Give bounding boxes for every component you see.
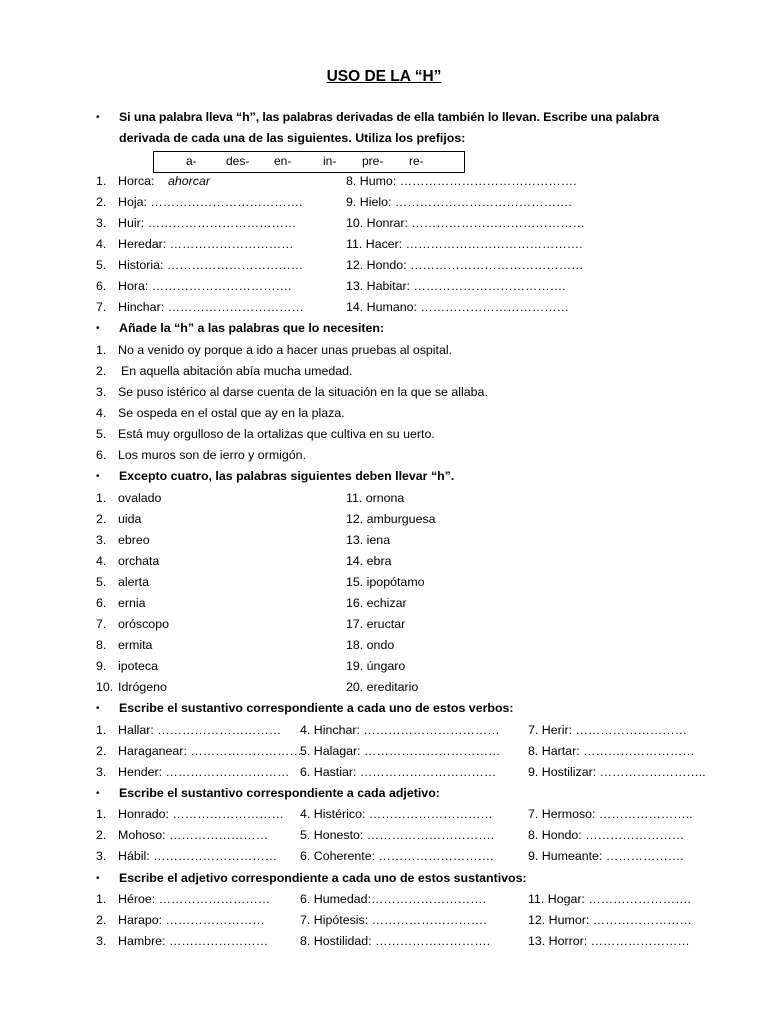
item-number: 1. [96, 491, 107, 505]
word-item: 7. Hipótesis: ………………………. [300, 913, 487, 927]
word-item: 6. Coherente: ………………………. [300, 849, 494, 863]
prefix-item: en- [274, 154, 292, 168]
item-number: 1. [96, 723, 107, 737]
word-item: 9. Humeante: ………………. [528, 849, 684, 863]
item-number: 2. [96, 512, 107, 526]
item-number: 3. [96, 216, 107, 230]
word-item: Hoja: ………………………………. [118, 195, 303, 209]
word-item: 9. Hostilizar: …………………….. [528, 765, 706, 779]
word-item: 5. Honesto: …………………………. [300, 828, 495, 842]
word-item: Hábil: ………………………… [118, 849, 278, 863]
bullet-icon: • [96, 873, 100, 884]
word-item: Héroe: ……………………… [118, 892, 271, 906]
item-number: 3. [96, 934, 107, 948]
word-item: 9. Hielo: ……………………………………. [346, 195, 572, 209]
word-item: Harapo: …………………… [118, 913, 265, 927]
word-item: ipoteca [118, 659, 158, 673]
word-item: ernia [118, 596, 146, 610]
item-number: 7. [96, 617, 107, 631]
word-item: 18. ondo [346, 638, 395, 652]
word-item: ebreo [118, 533, 150, 547]
s4-heading: Escribe el sustantivo correspondiente a cada uno de estos verbos: [119, 701, 514, 715]
item-number: 10. [96, 680, 114, 694]
example-answer: ahorcar [168, 174, 211, 188]
word-item: orchata [118, 554, 160, 568]
item-number: 3. [96, 765, 107, 779]
word-item: Idrógeno [118, 680, 167, 694]
word-item: Honrado: ……………………… [118, 807, 284, 821]
word-item: 12. Hondo: …………………………………… [346, 258, 584, 272]
bullet-icon: • [96, 323, 100, 334]
word-item: 8. Hostilidad: ………………………. [300, 934, 491, 948]
item-number: 1. [96, 892, 107, 906]
word-item: 4. Histérico: ………………………… [300, 807, 493, 821]
bullet-icon: • [96, 703, 100, 714]
word-item: ermita [118, 638, 153, 652]
word-item: 7. Herir: ……………………… [528, 723, 688, 737]
word-item: 7. Hermoso: ………………….. [528, 807, 693, 821]
word-item: Horca: [118, 174, 155, 188]
s3-heading: Excepto cuatro, las palabras siguientes deben llevar “h”. [119, 469, 455, 483]
prefix-item: pre- [362, 154, 384, 168]
word-item: Hinchar: …………………………… [118, 300, 304, 314]
word-item: 6. Humedad:………………………. [300, 892, 486, 906]
word-item: 10. Honrar: …………………………………… [346, 216, 585, 230]
word-item: Hora: ……………………………. [118, 279, 292, 293]
item-number: 3. [96, 533, 107, 547]
word-item: 11. Hogar: ……………………. [528, 892, 691, 906]
item-number: 9. [96, 659, 107, 673]
word-item: 8. Humo: ……………………………………. [346, 174, 577, 188]
sentence-item: Se ospeda en el ostal que ay en la plaza. [118, 406, 345, 420]
item-number: 1. [96, 174, 107, 188]
prefix-item: a- [186, 154, 197, 168]
word-item: 4. Hinchar: …………………………… [300, 723, 500, 737]
word-item: 12. Humor: …………………… [528, 913, 692, 927]
item-number: 4. [96, 237, 107, 251]
item-number: 5. [96, 575, 107, 589]
word-item: Heredar: ………………………… [118, 237, 294, 251]
s1-instruction-line1: Si una palabra lleva “h”, las palabras derivadas de ella también lo llevan. Escribe una palabra [119, 110, 660, 124]
item-number: 6. [96, 448, 107, 462]
word-item: 5. Halagar: …………………………… [300, 744, 501, 758]
bullet-icon: • [96, 788, 100, 799]
s6-heading: Escribe el adjetivo correspondiente a cada uno de estos sustantivos: [119, 871, 527, 885]
word-item: 6. Hastiar: …………………………… [300, 765, 497, 779]
item-number: 5. [96, 258, 107, 272]
word-item: Mohoso: …………………… [118, 828, 269, 842]
item-number: 3. [96, 385, 107, 399]
item-number: 2. [96, 828, 107, 842]
s5-heading: Escribe el sustantivo correspondiente a cada adjetivo: [119, 786, 440, 800]
word-item: 20. ereditario [346, 680, 419, 694]
sentence-item: Está muy orgulloso de la ortalizas que cultiva en su uerto. [118, 427, 435, 441]
sentence-item: Se puso istérico al darse cuenta de la situación en la que se allaba. [118, 385, 488, 399]
page-title: USO DE LA “H” [326, 68, 442, 85]
item-number: 7. [96, 300, 107, 314]
item-number: 2. [96, 744, 107, 758]
item-number: 1. [96, 807, 107, 821]
prefix-item: in- [323, 154, 337, 168]
word-item: Hender: ………………………… [118, 765, 290, 779]
sentence-item: Los muros son de ierro y ormigón. [118, 448, 307, 462]
word-item: 13. Habitar: ………………………………. [346, 279, 566, 293]
word-item: 15. ipopótamo [346, 575, 425, 589]
word-item: 14. ebra [346, 554, 392, 568]
word-item: 13. Horror: …………………… [528, 934, 690, 948]
word-item: 8. Hondo: …………………… [528, 828, 685, 842]
item-number: 2. [96, 364, 107, 378]
item-number: 8. [96, 638, 107, 652]
sentence-item: No a venido oy porque a ido a hacer unas pruebas al ospital. [118, 343, 453, 357]
word-item: 11. ornona [346, 491, 405, 505]
prefix-item: re- [409, 154, 424, 168]
word-item: Hambre: …………………… [118, 934, 269, 948]
item-number: 4. [96, 406, 107, 420]
word-item: 8. Hartar: ……………………… [528, 744, 695, 758]
item-number: 4. [96, 554, 107, 568]
word-item: 17. eructar [346, 617, 406, 631]
word-item: 19. úngaro [346, 659, 406, 673]
word-item: Historia: …………………………… [118, 258, 304, 272]
word-item: Hallar: ………………………… [118, 723, 282, 737]
s2-heading: Añade la “h” a las palabras que lo necesiten: [119, 321, 385, 335]
word-item: Haraganear: ………………………. [118, 744, 306, 758]
word-item: 16. echizar [346, 596, 407, 610]
bullet-icon: • [96, 112, 100, 123]
item-number: 1. [96, 343, 107, 357]
word-item: 14. Humano: ……………………………… [346, 300, 570, 314]
item-number: 6. [96, 596, 107, 610]
word-item: 13. iena [346, 533, 391, 547]
prefix-box [153, 151, 465, 173]
s1-instruction-line2: derivada de cada una de las siguientes. Utiliza los prefijos: [119, 131, 466, 145]
item-number: 6. [96, 279, 107, 293]
bullet-icon: • [96, 471, 100, 482]
item-number: 5. [96, 427, 107, 441]
word-item: 11. Hacer: ……………………………………. [346, 237, 583, 251]
word-item: 12. amburguesa [346, 512, 436, 526]
sentence-item: En aquella abitación abía mucha umedad. [121, 364, 353, 378]
prefix-item: des- [226, 154, 250, 168]
word-item: oróscopo [118, 617, 169, 631]
word-item: Huir: ……………………………… [118, 216, 297, 230]
item-number: 2. [96, 913, 107, 927]
item-number: 2. [96, 195, 107, 209]
word-item: alerta [118, 575, 149, 589]
word-item: ovalado [118, 491, 162, 505]
item-number: 3. [96, 849, 107, 863]
word-item: uida [118, 512, 142, 526]
